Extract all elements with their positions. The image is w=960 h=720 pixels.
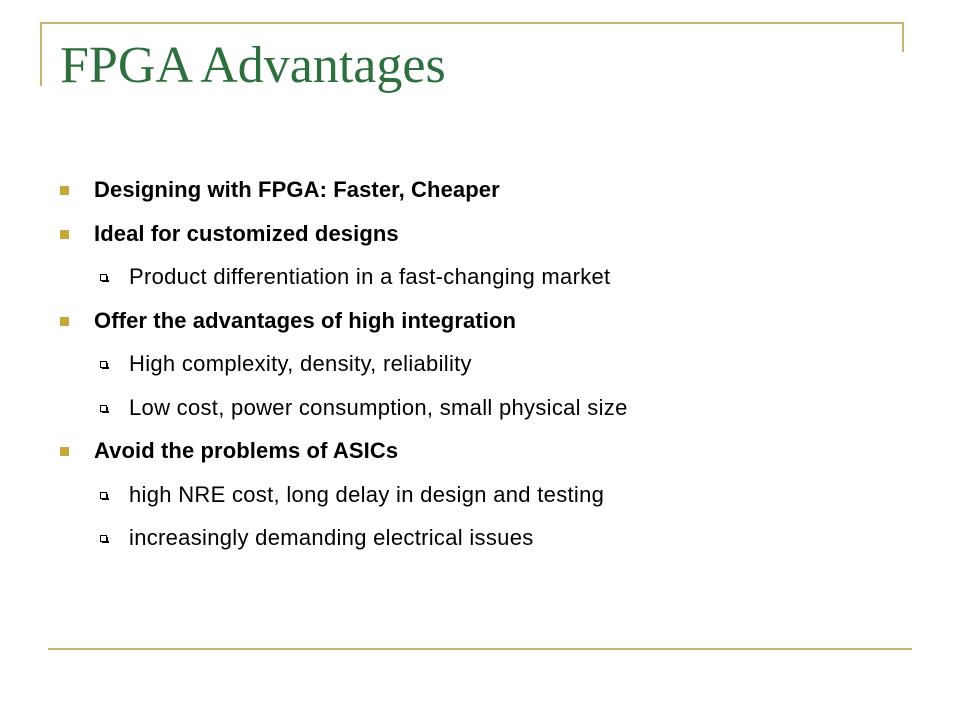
sub-bullet-item [58, 344, 918, 388]
bullet-text: Avoid the problems of ASICs [94, 438, 399, 463]
hollow-square-bullet-icon [100, 361, 107, 368]
sub-bullet-text: Low cost, power consumption, small physical size [129, 394, 628, 420]
bullet-item [58, 170, 918, 214]
top-frame-rule [40, 22, 904, 24]
bullet-list [58, 170, 918, 562]
sub-bullet-text: High complexity, density, reliability [129, 351, 472, 376]
bottom-frame-rule [48, 648, 912, 650]
bullet-text: Ideal for customized designs [94, 220, 399, 246]
hollow-square-bullet-icon [100, 492, 107, 499]
sub-bullet-text: high NRE cost, long delay in design and testing [129, 481, 605, 507]
left-frame-rule [40, 22, 42, 86]
square-bullet-icon [60, 447, 69, 456]
sub-bullet-item [58, 518, 918, 562]
square-bullet-icon [60, 230, 69, 239]
slide-title: FPGA Advantages [60, 37, 446, 94]
bullet-item [58, 431, 918, 475]
bullet-text: Offer the advantages of high integration [94, 307, 517, 333]
sub-bullet-item [58, 388, 918, 432]
bullet-text: Designing with FPGA: Faster, Cheaper [94, 177, 500, 202]
right-frame-rule [902, 22, 904, 52]
bullet-item [58, 301, 918, 345]
sub-bullet-text: Product differentiation in a fast-changing market [129, 264, 611, 289]
sub-bullet-item [58, 475, 918, 519]
hollow-square-bullet-icon [100, 405, 107, 412]
bullet-item [58, 214, 918, 258]
square-bullet-icon [60, 186, 69, 195]
sub-bullet-item [58, 257, 918, 301]
sub-bullet-text: increasingly demanding electrical issues [129, 525, 534, 550]
square-bullet-icon [60, 317, 69, 326]
hollow-square-bullet-icon [100, 274, 107, 281]
hollow-square-bullet-icon [100, 535, 107, 542]
